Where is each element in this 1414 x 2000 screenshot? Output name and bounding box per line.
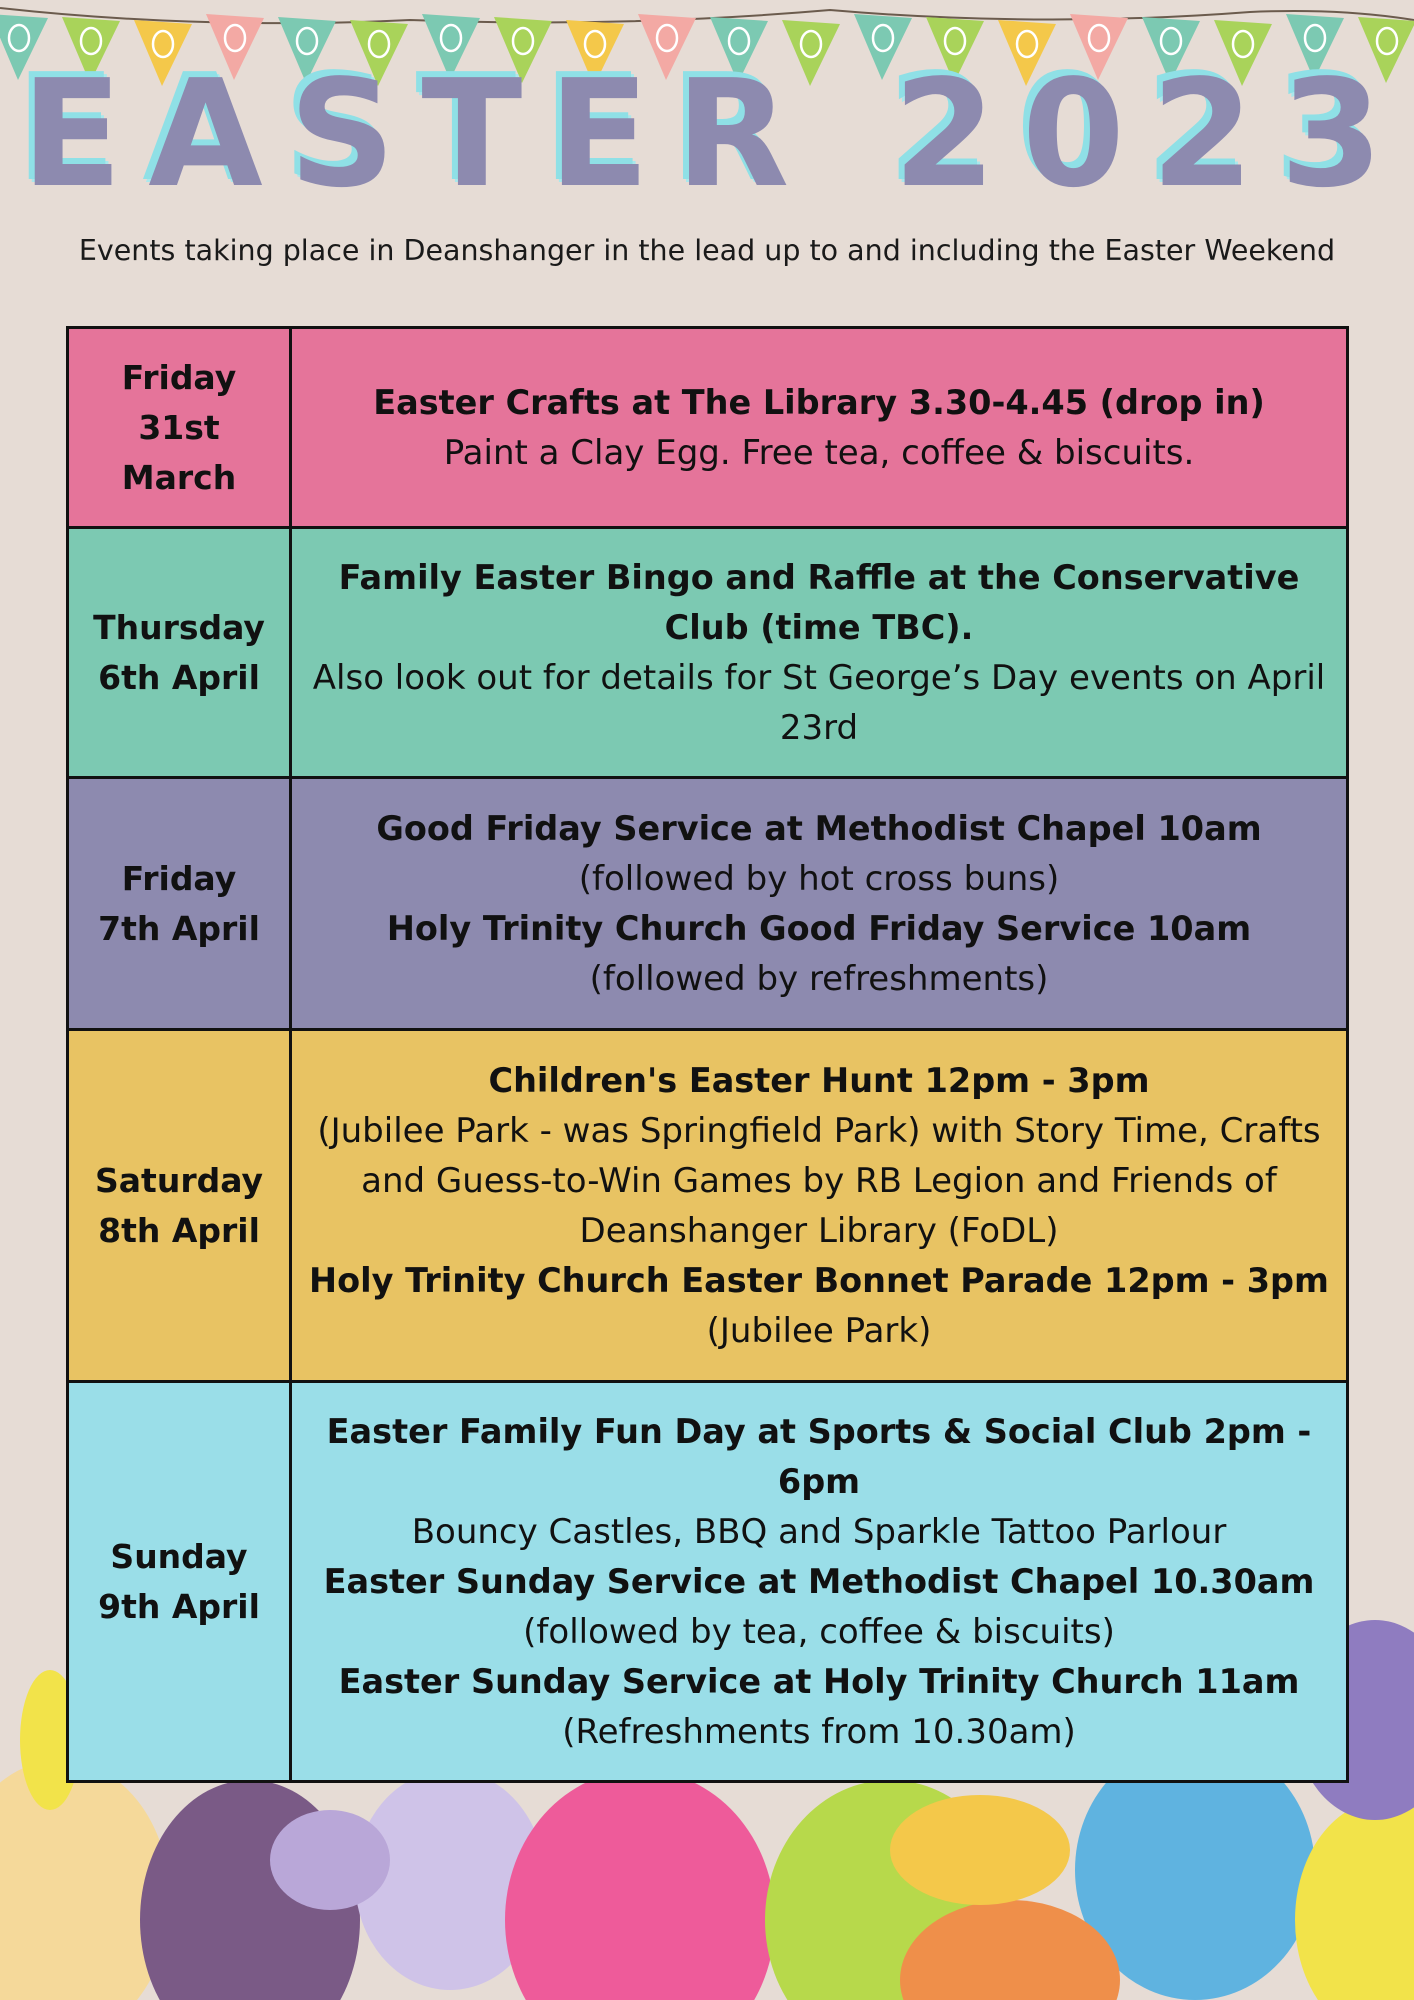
event-title: Easter Crafts at The Library 3.30-4.45 (drop in) — [373, 382, 1265, 422]
event-details — [291, 1382, 1348, 1782]
event-description: (followed by refreshments) — [589, 958, 1049, 999]
events-table — [66, 326, 1349, 1783]
event-date-line: Friday — [121, 357, 237, 397]
event-title: Children's Easter Hunt 12pm - 3pm — [488, 1060, 1150, 1100]
event-date — [68, 778, 291, 1030]
event-description: Bouncy Castles, BBQ and Sparkle Tattoo Parlour — [411, 1511, 1227, 1552]
easter-egg — [890, 1795, 1070, 1905]
event-description: (Jubilee Park) — [706, 1310, 932, 1351]
event-date-line: 31st — [138, 407, 220, 447]
event-title: Family Easter Bingo and Raffle at the Conservative Club (time TBC). — [338, 557, 1300, 647]
event-description: Also look out for details for St George’s Day events on April 23rd — [312, 657, 1326, 748]
event-details — [291, 528, 1348, 778]
event-date-line: Thursday — [93, 607, 265, 647]
event-date-line: Saturday — [95, 1160, 263, 1200]
event-date — [68, 1030, 291, 1382]
event-date-line: March — [121, 457, 237, 497]
event-details — [291, 328, 1348, 528]
event-description: Paint a Clay Egg. Free tea, coffee & biscuits. — [443, 432, 1195, 473]
easter-egg — [505, 1770, 775, 2000]
event-description: (Refreshments from 10.30am) — [562, 1711, 1076, 1752]
event-title: Easter Sunday Service at Holy Trinity Church 11am — [338, 1661, 1300, 1701]
event-date-line: Friday — [121, 858, 237, 898]
event-date-line: 9th April — [98, 1586, 260, 1626]
event-title: Easter Family Fun Day at Sports & Social Club 2pm - 6pm — [326, 1411, 1312, 1501]
event-date-line: 8th April — [98, 1210, 260, 1250]
event-date-line: 6th April — [98, 657, 260, 697]
easter-egg — [0, 1760, 170, 2000]
event-row — [68, 778, 1348, 1030]
page-title: EASTER 2023 — [21, 48, 1409, 220]
event-row — [68, 1382, 1348, 1782]
easter-egg — [1295, 1800, 1414, 2000]
easter-egg — [270, 1810, 390, 1910]
event-title: Good Friday Service at Methodist Chapel 10am — [376, 808, 1262, 848]
event-title: Holy Trinity Church Good Friday Service 10am — [386, 908, 1252, 948]
event-row — [68, 328, 1348, 528]
event-details — [291, 778, 1348, 1030]
event-description: (followed by hot cross buns) — [578, 858, 1060, 899]
event-description: (followed by tea, coffee & biscuits) — [523, 1611, 1115, 1652]
event-date — [68, 1382, 291, 1782]
event-date — [68, 328, 291, 528]
event-title: Easter Sunday Service at Methodist Chapel 10.30am — [323, 1561, 1315, 1601]
event-row — [68, 528, 1348, 778]
page-subtitle: Events taking place in Deanshanger in the lead up to and including the Easter Weekend — [78, 234, 1336, 267]
event-date-line: Sunday — [110, 1536, 248, 1576]
event-date — [68, 528, 291, 778]
event-date-line: 7th April — [98, 908, 260, 948]
event-title: Holy Trinity Church Easter Bonnet Parade 12pm - 3pm — [309, 1260, 1329, 1300]
event-details — [291, 1030, 1348, 1382]
event-description: (Jubilee Park - was Springfield Park) with Story Time, Crafts and Guess-to-Win Games by RB Legion and Friends of Deanshanger Library (FoDL) — [317, 1110, 1321, 1251]
event-row — [68, 1030, 1348, 1382]
